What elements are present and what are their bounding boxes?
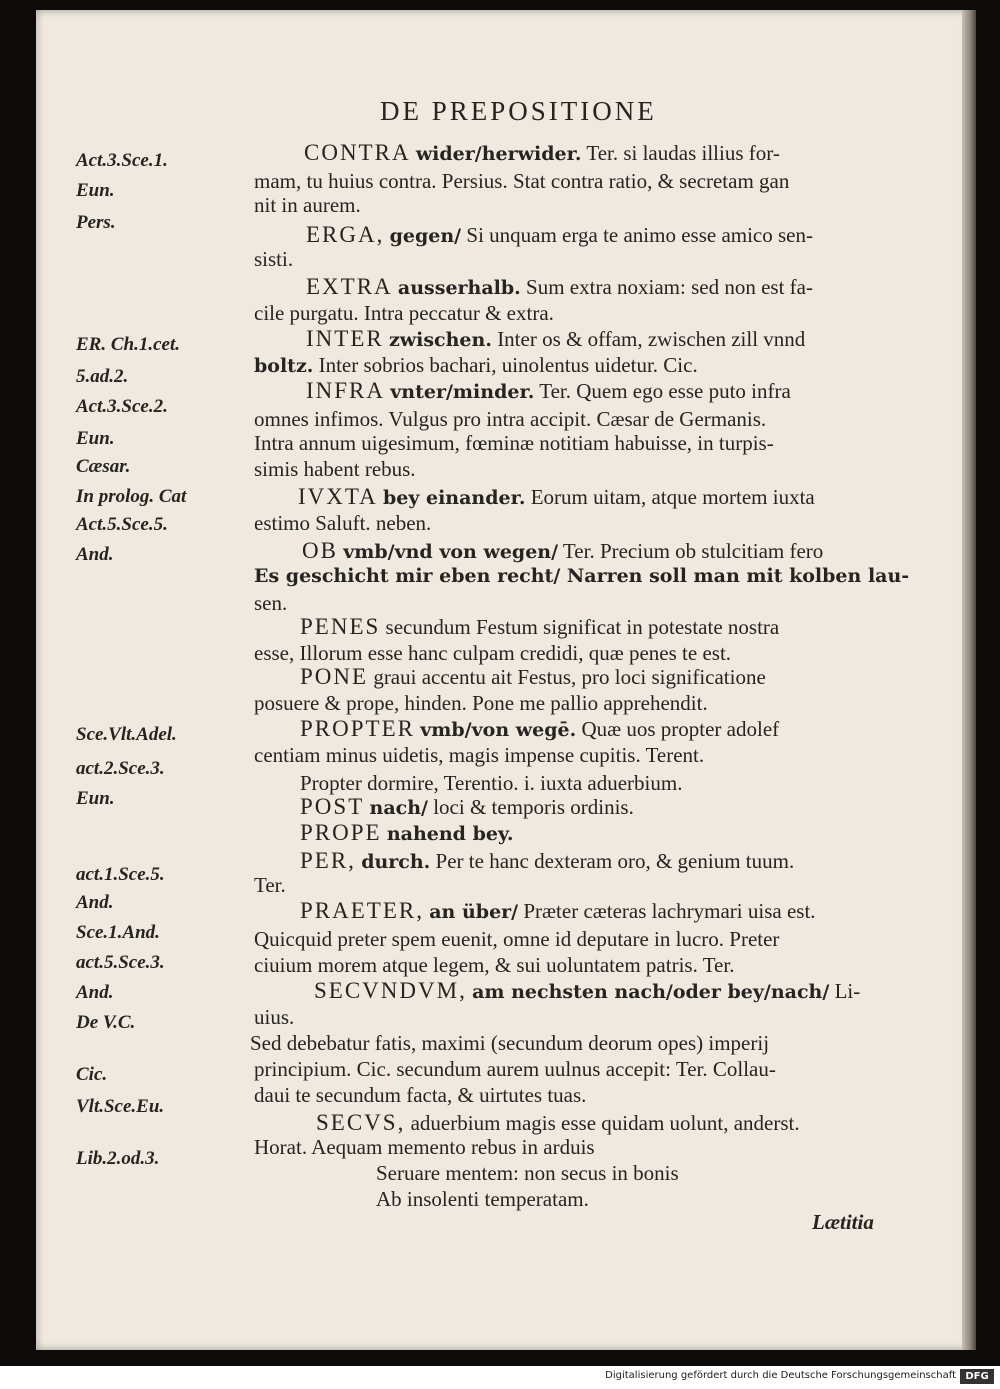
german-gloss: ausserhalb. bbox=[397, 277, 521, 299]
margin-note: 5.ad.2. bbox=[76, 366, 129, 387]
headword: IVXTA bbox=[298, 484, 378, 509]
text-line bbox=[254, 1134, 595, 1160]
text-line bbox=[300, 820, 513, 846]
text-line bbox=[304, 140, 780, 166]
margin-note: De V.C. bbox=[76, 1012, 136, 1033]
latin-text: Inter sobrios bachari, uinolentus uidetur. Cic. bbox=[318, 353, 698, 377]
text-line bbox=[254, 872, 286, 898]
margin-note: Cæsar. bbox=[76, 456, 131, 477]
margin-note: Act.5.Sce.5. bbox=[76, 514, 168, 535]
latin-text: Ter. Quem ego esse puto infra bbox=[539, 379, 791, 403]
latin-text: aduerbium magis esse quidam uolunt, anderst. bbox=[410, 1111, 800, 1135]
headword: ERGA, bbox=[306, 222, 385, 247]
latin-text: nit in aurem. bbox=[254, 193, 361, 217]
headword: CONTRA bbox=[304, 140, 411, 165]
latin-text: esse, Illorum esse hanc culpam credidi, quæ penes te est. bbox=[254, 641, 732, 665]
headword: SECVNDVM, bbox=[314, 978, 467, 1003]
text-line bbox=[254, 952, 734, 978]
text-line bbox=[254, 1004, 294, 1030]
latin-text: sisti. bbox=[254, 247, 294, 271]
text-line bbox=[254, 742, 704, 768]
headword: INFRA bbox=[306, 378, 386, 403]
german-gloss: gegen/ bbox=[389, 225, 462, 247]
latin-text: secundum Festum significat in potestate nostra bbox=[385, 615, 780, 639]
headword: SECVS, bbox=[316, 1110, 406, 1135]
text-line bbox=[254, 456, 416, 482]
latin-text: omnes infimos. Vulgus pro intra accipit. Cæsar de Germanis. bbox=[254, 407, 767, 431]
latin-text: loci & temporis ordinis. bbox=[433, 795, 634, 819]
latin-text: cile purgatu. Intra peccatur & extra. bbox=[254, 301, 554, 325]
latin-text: centiam minus uidetis, magis impense cupitis. Terent. bbox=[254, 743, 705, 767]
text-line bbox=[298, 484, 815, 510]
margin-note: Act.3.Sce.1. bbox=[76, 150, 168, 171]
latin-text: Quæ uos propter adolef bbox=[581, 717, 780, 741]
margin-note: Eun. bbox=[76, 428, 115, 449]
margin-note: Sce.1.And. bbox=[76, 922, 160, 943]
margin-note: Eun. bbox=[76, 788, 115, 809]
margin-note: Vlt.Sce.Eu. bbox=[76, 1096, 165, 1117]
catchword: Lætitia bbox=[812, 1210, 874, 1234]
margin-note: Act.3.Sce.2. bbox=[76, 396, 168, 417]
headword: PONE bbox=[300, 664, 369, 689]
margin-note: act.2.Sce.3. bbox=[76, 758, 165, 779]
text-line bbox=[254, 430, 774, 456]
german-gloss: nahend bey. bbox=[386, 823, 514, 845]
text-line bbox=[300, 664, 766, 690]
dfg-logo: DFG bbox=[960, 1369, 994, 1384]
latin-text: Propter dormire, Terentio. i. iuxta aduerbium. bbox=[300, 771, 683, 795]
text-line bbox=[300, 716, 779, 742]
text-line bbox=[254, 690, 708, 716]
german-gloss: Es geschicht mir eben recht/ Narren soll man mit kolben lau- bbox=[254, 565, 910, 587]
text-line bbox=[254, 168, 789, 194]
text-line bbox=[300, 614, 779, 640]
text-line bbox=[254, 1056, 776, 1082]
text-line bbox=[254, 926, 779, 952]
margin-note: In prolog. Cat bbox=[76, 486, 187, 507]
margin-note: ER. Ch.1.cet. bbox=[76, 334, 180, 355]
text-line bbox=[254, 640, 731, 666]
latin-text: Si unquam erga te animo esse amico sen- bbox=[466, 223, 813, 247]
text-line bbox=[314, 978, 860, 1004]
margin-note: Sce.Vlt.Adel. bbox=[76, 724, 177, 745]
latin-text: Eorum uitam, atque mortem iuxta bbox=[530, 485, 815, 509]
latin-text: graui accentu ait Festus, pro loci significatione bbox=[373, 665, 766, 689]
footer-credit: Digitalisierung gefördert durch die Deutsche Forschungsgemeinschaft bbox=[605, 1370, 956, 1381]
text-line bbox=[316, 1110, 800, 1136]
text-line bbox=[300, 898, 816, 924]
headword: INTER bbox=[306, 326, 384, 351]
headword: PRAETER, bbox=[300, 898, 424, 923]
headword: EXTRA bbox=[306, 274, 393, 299]
german-gloss: bey einander. bbox=[382, 487, 526, 509]
margin-note: Eun. bbox=[76, 180, 115, 201]
text-line bbox=[250, 1030, 769, 1056]
latin-text: Sed debebatur fatis, maximi (secundum deorum opes) imperij bbox=[250, 1031, 770, 1055]
text-line bbox=[300, 848, 794, 874]
text-line bbox=[254, 246, 293, 272]
text-line bbox=[376, 1186, 589, 1212]
latin-text: Ter. Precium ob stulcitiam fero bbox=[562, 539, 824, 563]
headword: PER, bbox=[300, 848, 356, 873]
german-gloss: am nechsten nach/oder bey/nach/ bbox=[472, 981, 830, 1003]
text-line bbox=[254, 406, 766, 432]
german-gloss: an über/ bbox=[429, 901, 519, 923]
latin-text: Inter os & offam, zwischen zill vnnd bbox=[497, 327, 806, 351]
margin-note: Cic. bbox=[76, 1064, 108, 1085]
text-line bbox=[254, 562, 909, 588]
text-line bbox=[254, 300, 554, 326]
margin-note: Lib.2.od.3. bbox=[76, 1148, 160, 1169]
latin-text: Li- bbox=[834, 979, 861, 1003]
latin-text: principium. Cic. secundum aurem uulnus accepit: Ter. Collau- bbox=[254, 1057, 776, 1081]
text-line bbox=[306, 222, 813, 248]
german-gloss: vmb/vnd von wegen/ bbox=[343, 541, 559, 563]
latin-text: Per te hanc dexteram oro, & genium tuum. bbox=[435, 849, 795, 873]
latin-text: simis habent rebus. bbox=[254, 457, 416, 481]
german-gloss: wider/herwider. bbox=[415, 143, 582, 165]
german-gloss: zwischen. bbox=[388, 329, 492, 351]
margin-note: act.1.Sce.5. bbox=[76, 864, 165, 885]
german-gloss: vnter/minder. bbox=[390, 381, 535, 403]
text-line bbox=[300, 770, 682, 796]
headword: PENES bbox=[300, 614, 381, 639]
latin-text: Ab insolenti temperatam. bbox=[376, 1187, 589, 1211]
latin-text: Ter. bbox=[254, 873, 286, 897]
text-line bbox=[306, 378, 791, 404]
latin-text: Quicquid preter spem euenit, omne id deputare in lucro. Preter bbox=[254, 927, 780, 951]
latin-text: Ter. si laudas illius for- bbox=[586, 141, 780, 165]
margin-note: act.5.Sce.3. bbox=[76, 952, 165, 973]
headword: PROPE bbox=[300, 820, 382, 845]
german-gloss: vmb/von wegē. bbox=[420, 719, 577, 741]
text-line bbox=[306, 326, 805, 352]
latin-text: mam, tu huius contra. Persius. Stat contra ratio, & secretam gan bbox=[254, 169, 790, 193]
latin-text: estimo Saluft. neben. bbox=[254, 511, 432, 535]
margin-note: Pers. bbox=[76, 212, 116, 233]
text-line bbox=[306, 274, 813, 300]
margin-note: And. bbox=[76, 982, 114, 1003]
headword: PROPTER bbox=[300, 716, 415, 741]
german-gloss: durch. bbox=[361, 851, 431, 873]
margin-note: And. bbox=[76, 544, 114, 565]
headword: POST bbox=[300, 794, 365, 819]
german-gloss: nach/ bbox=[369, 797, 428, 819]
text-line bbox=[254, 590, 287, 616]
latin-text: uius. bbox=[254, 1005, 295, 1029]
latin-text: daui te secundum facta, & uirtutes tuas. bbox=[254, 1083, 587, 1107]
latin-text: Præter cæteras lachrymari uisa est. bbox=[523, 899, 816, 923]
text-line bbox=[254, 352, 698, 378]
latin-text: Seruare mentem: non secus in bonis bbox=[376, 1161, 679, 1185]
text-line bbox=[254, 1082, 586, 1108]
latin-text: Horat. Aequam memento rebus in arduis bbox=[254, 1135, 595, 1159]
text-line bbox=[254, 510, 431, 536]
german-gloss: boltz. bbox=[254, 355, 314, 377]
latin-text: Sum extra noxiam: sed non est fa- bbox=[526, 275, 813, 299]
page-gutter-edge bbox=[962, 10, 976, 1350]
margin-note: And. bbox=[76, 892, 114, 913]
text-line bbox=[302, 538, 823, 564]
latin-text: Intra annum uigesimum, fœminæ notitiam habuisse, in turpis- bbox=[254, 431, 774, 455]
text-line bbox=[300, 794, 634, 820]
text-line bbox=[376, 1160, 679, 1186]
latin-text: ciuium morem atque legem, & sui uoluntatem patris. Ter. bbox=[254, 953, 735, 977]
running-head: DE PREPOSITIONE bbox=[380, 96, 657, 126]
headword: OB bbox=[302, 538, 338, 563]
latin-text: posuere & prope, hinden. Pone me pallio apprehendit. bbox=[254, 691, 708, 715]
latin-text: sen. bbox=[254, 591, 288, 615]
text-line bbox=[254, 192, 361, 218]
